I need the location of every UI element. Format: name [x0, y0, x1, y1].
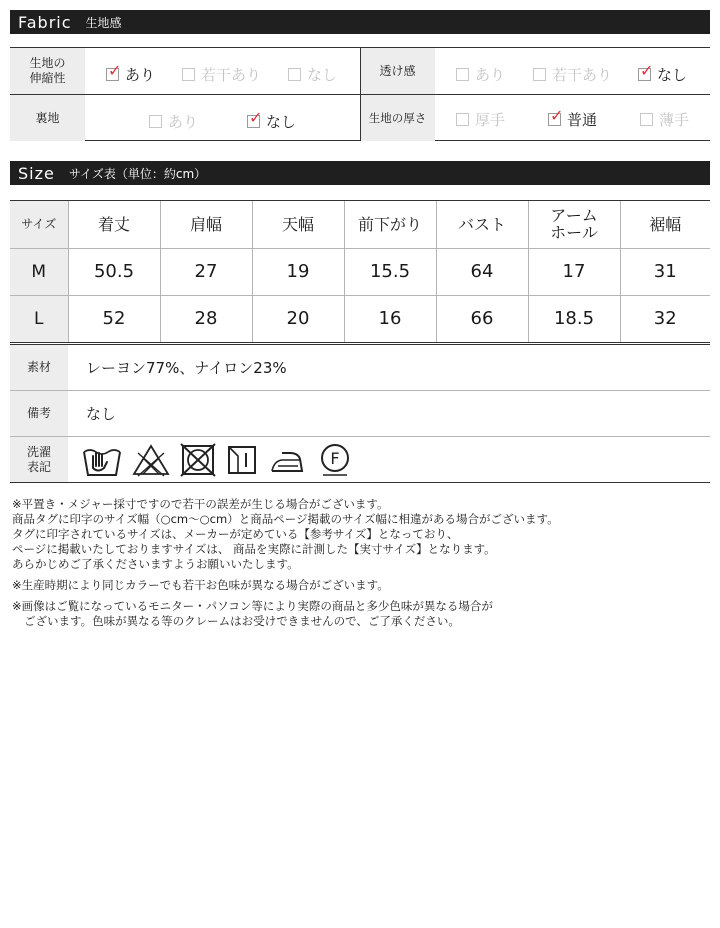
washing-icons	[68, 437, 352, 482]
remarks-row	[10, 391, 710, 437]
no-bleach-icon	[132, 443, 170, 477]
fabric-header	[10, 10, 710, 34]
size-title-en: Size	[18, 163, 55, 183]
lining-label	[10, 95, 85, 141]
iron-low-icon	[268, 443, 308, 477]
checkbox-icon	[456, 68, 469, 81]
thickness-option-normal[interactable]	[548, 106, 598, 130]
lining-label-text: 裏地	[35, 110, 60, 125]
thickness-label-text: 生地の厚さ	[368, 110, 427, 125]
stretch-label-line2: 伸縮性	[29, 71, 66, 85]
fabric-title-en: Fabric	[18, 12, 72, 32]
checkbox-icon: ✓	[550, 106, 564, 125]
fabric-divider	[360, 47, 361, 141]
hand-wash-icon	[82, 442, 122, 478]
checkbox-icon	[456, 113, 469, 126]
note-line: ※平置き・メジャー採寸ですので若干の誤差が生じる場合がございます。	[12, 497, 389, 511]
material-row	[10, 345, 710, 391]
size-cell: 27	[160, 248, 252, 295]
washing-label-line2: 表記	[26, 459, 51, 474]
checkbox-icon: ✓	[108, 61, 122, 80]
checkbox-icon: ✓	[640, 61, 654, 80]
size-cell: 19	[252, 248, 344, 295]
size-cell: 64	[436, 248, 528, 295]
note-line: 商品タグに印字のサイズ幅（○cm〜○cm）と商品ページ掲載のサイズ幅に相違がある場合がございます。	[12, 512, 559, 526]
remarks-value: なし	[86, 405, 117, 423]
col-header: 肩幅	[160, 201, 252, 248]
size-cell: 18.5	[528, 295, 620, 342]
note-line: ※画像はご覧になっているモニター・パソコン等により実際の商品と多少色味が異なる場合が	[12, 599, 493, 613]
option-label: 普通	[567, 111, 598, 129]
size-cell: 50.5	[68, 248, 160, 295]
washing-label	[10, 437, 68, 482]
thickness-option-thin[interactable]	[640, 109, 689, 130]
lining-option-no[interactable]	[247, 108, 297, 132]
checkbox-icon: ✓	[249, 108, 263, 127]
size-label: L	[10, 295, 68, 342]
lining-option-yes[interactable]	[149, 111, 198, 132]
option-label: あり	[168, 113, 199, 131]
option-label: なし	[266, 113, 297, 131]
stretch-label-line1: 生地の	[29, 56, 66, 70]
size-row-m	[10, 248, 710, 295]
option-label: 薄手	[659, 111, 690, 129]
info-table	[10, 344, 710, 483]
option-label: なし	[657, 66, 688, 84]
stretch-label	[10, 48, 85, 94]
line-dry-shade-icon	[226, 443, 258, 477]
col-header: アーム ホール	[528, 201, 620, 248]
checkbox-icon	[640, 113, 653, 126]
size-label: M	[10, 248, 68, 295]
sheer-option-yes[interactable]	[456, 64, 505, 85]
note-line: ございます。色味が異なる等のクレームはお受けできませんので、ご了承ください。	[24, 614, 460, 628]
option-label: 若干あり	[201, 66, 262, 84]
size-cell: 20	[252, 295, 344, 342]
size-cell: 32	[620, 295, 710, 342]
remarks-label: 備考	[10, 391, 68, 436]
washing-label-line1: 洗濯	[26, 444, 51, 459]
note-line: タグに印字されているサイズは、メーカーが定めている【参考サイズ】となっており、	[12, 527, 459, 541]
checkbox-icon	[182, 68, 195, 81]
size-table	[10, 200, 710, 343]
thickness-label	[360, 95, 435, 141]
size-cell: 31	[620, 248, 710, 295]
size-header	[10, 161, 710, 185]
material-label: 素材	[10, 345, 68, 390]
size-corner-label: サイズ	[10, 201, 68, 248]
note-line: ページに掲載いたしておりますサイズは、 商品を実際に計測した【実寸サイズ】となります。	[12, 542, 496, 556]
sheer-label	[360, 48, 435, 94]
stretch-option-yes[interactable]	[106, 61, 156, 85]
dry-clean-f-icon	[318, 443, 352, 477]
col-header: バスト	[436, 201, 528, 248]
thickness-option-thick[interactable]	[456, 109, 505, 130]
option-label: なし	[307, 66, 338, 84]
checkbox-icon	[533, 68, 546, 81]
note-line: ※生産時期により同じカラーでも若干お色味が異なる場合がございます。	[12, 578, 389, 592]
sheer-label-text: 透け感	[379, 63, 416, 78]
sheer-option-slight[interactable]	[533, 64, 612, 85]
fabric-title-jp: 生地感	[85, 15, 122, 30]
size-cell: 17	[528, 248, 620, 295]
checkbox-icon	[149, 115, 162, 128]
option-label: 厚手	[475, 111, 506, 129]
notes	[12, 497, 712, 629]
size-cell: 15.5	[344, 248, 436, 295]
size-cell: 16	[344, 295, 436, 342]
size-cell: 66	[436, 295, 528, 342]
sheer-option-no[interactable]	[638, 61, 688, 85]
washing-row	[10, 437, 710, 483]
stretch-option-slight[interactable]	[182, 64, 261, 85]
size-cell: 28	[160, 295, 252, 342]
col-header: 前下がり	[344, 201, 436, 248]
size-cell: 52	[68, 295, 160, 342]
option-label: あり	[125, 66, 156, 84]
note-line: あらかじめご了承くださいますようお願いいたします。	[12, 557, 299, 571]
col-header: 裾幅	[620, 201, 710, 248]
option-label: あり	[475, 66, 506, 84]
dry-clean-letter: F	[330, 448, 340, 468]
material-value: レーヨン77%、ナイロン23%	[86, 359, 287, 377]
stretch-option-no[interactable]	[288, 64, 337, 85]
size-header-row	[10, 201, 710, 248]
col-header: 着丈	[68, 201, 160, 248]
size-row-l	[10, 295, 710, 342]
no-tumble-dry-icon	[180, 443, 216, 477]
option-label: 若干あり	[552, 66, 613, 84]
col-header: 天幅	[252, 201, 344, 248]
checkbox-icon	[288, 68, 301, 81]
size-title-jp: サイズ表（単位：約cm）	[68, 166, 207, 181]
